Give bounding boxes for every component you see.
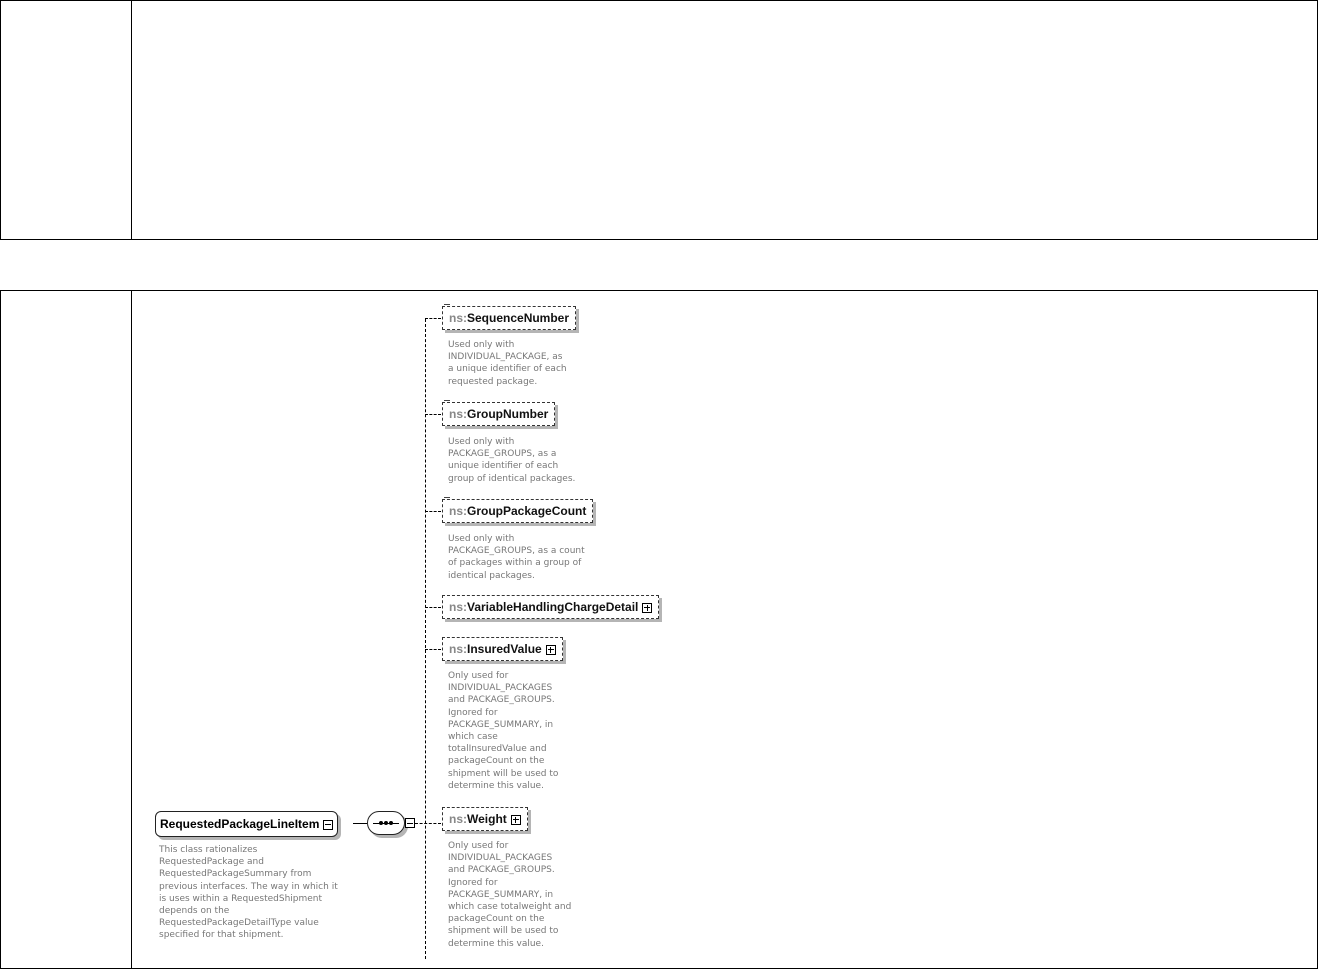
top-table-column-divider [131,1,132,239]
root-element-box[interactable] [155,811,338,837]
root-element-name: RequestedPackageLineItem [160,817,320,831]
element-name: InsuredValue [467,642,542,656]
namespace-prefix: ns: [449,311,467,325]
element-group-package-count[interactable] [442,499,593,523]
expand-icon[interactable] [546,645,556,655]
collapse-icon[interactable] [323,820,333,830]
element-description: Used only with PACKAGE_GROUPS, as a unique identifier of each group of identical packages. [448,437,576,484]
element-description: Used only with PACKAGE_GROUPS, as a count of packages within a group of identical packages. [448,534,585,581]
element-description: Used only with INDIVIDUAL_PACKAGE, as a unique identifier of each requested package. [448,340,567,387]
element-name: GroupPackageCount [467,504,587,518]
element-insured-value[interactable] [442,637,563,661]
sequence-compositor-icon[interactable] [367,811,405,835]
element-name: VariableHandlingChargeDetail [467,600,639,614]
element-sequence-number[interactable] [442,306,576,330]
connector-group-package-count [425,511,441,512]
expand-icon[interactable] [642,603,652,613]
schema-diagram [131,291,1317,968]
element-name: GroupNumber [467,407,549,421]
connector-insured-value [425,649,441,650]
element-description: Only used for INDIVIDUAL_PACKAGES and PACKAGE_GROUPS. Ignored for PACKAGE_SUMMARY, in which case totalInsuredValue and packageCount on the shipment will be used to determine this value. [448,671,559,791]
element-name: Weight [467,812,507,826]
connector-group-number [425,414,441,415]
element-group-number[interactable] [442,402,555,426]
namespace-prefix: ns: [449,504,467,518]
element-weight[interactable] [442,807,528,831]
sequence-collapse-icon[interactable] [405,818,415,828]
connector-sequence-number [425,318,441,319]
namespace-prefix: ns: [449,407,467,421]
top-table [0,0,1318,240]
element-name: SequenceNumber [467,311,570,325]
connector-root-to-sequence [353,823,367,824]
connector-variable-handling [425,607,441,608]
namespace-prefix: ns: [449,642,467,656]
element-description: Only used for INDIVIDUAL_PACKAGES and PACKAGE_GROUPS. Ignored for PACKAGE_SUMMARY, in which case totalweight and packageCount on the shipment will be used to determine this value. [448,841,572,949]
namespace-prefix: ns: [449,600,467,614]
connector-weight [415,823,441,824]
root-element-description: This class rationalizes RequestedPackage and RequestedPackageSummary from previous interfaces. The way in which it is uses within a RequestedShipment depends on the RequestedPackageDetailType value specified for that shipment. [159,845,338,941]
element-variable-handling-charge-detail[interactable] [442,595,659,619]
namespace-prefix: ns: [449,812,467,826]
sequence-branch-line [425,319,426,959]
expand-icon[interactable] [511,815,521,825]
